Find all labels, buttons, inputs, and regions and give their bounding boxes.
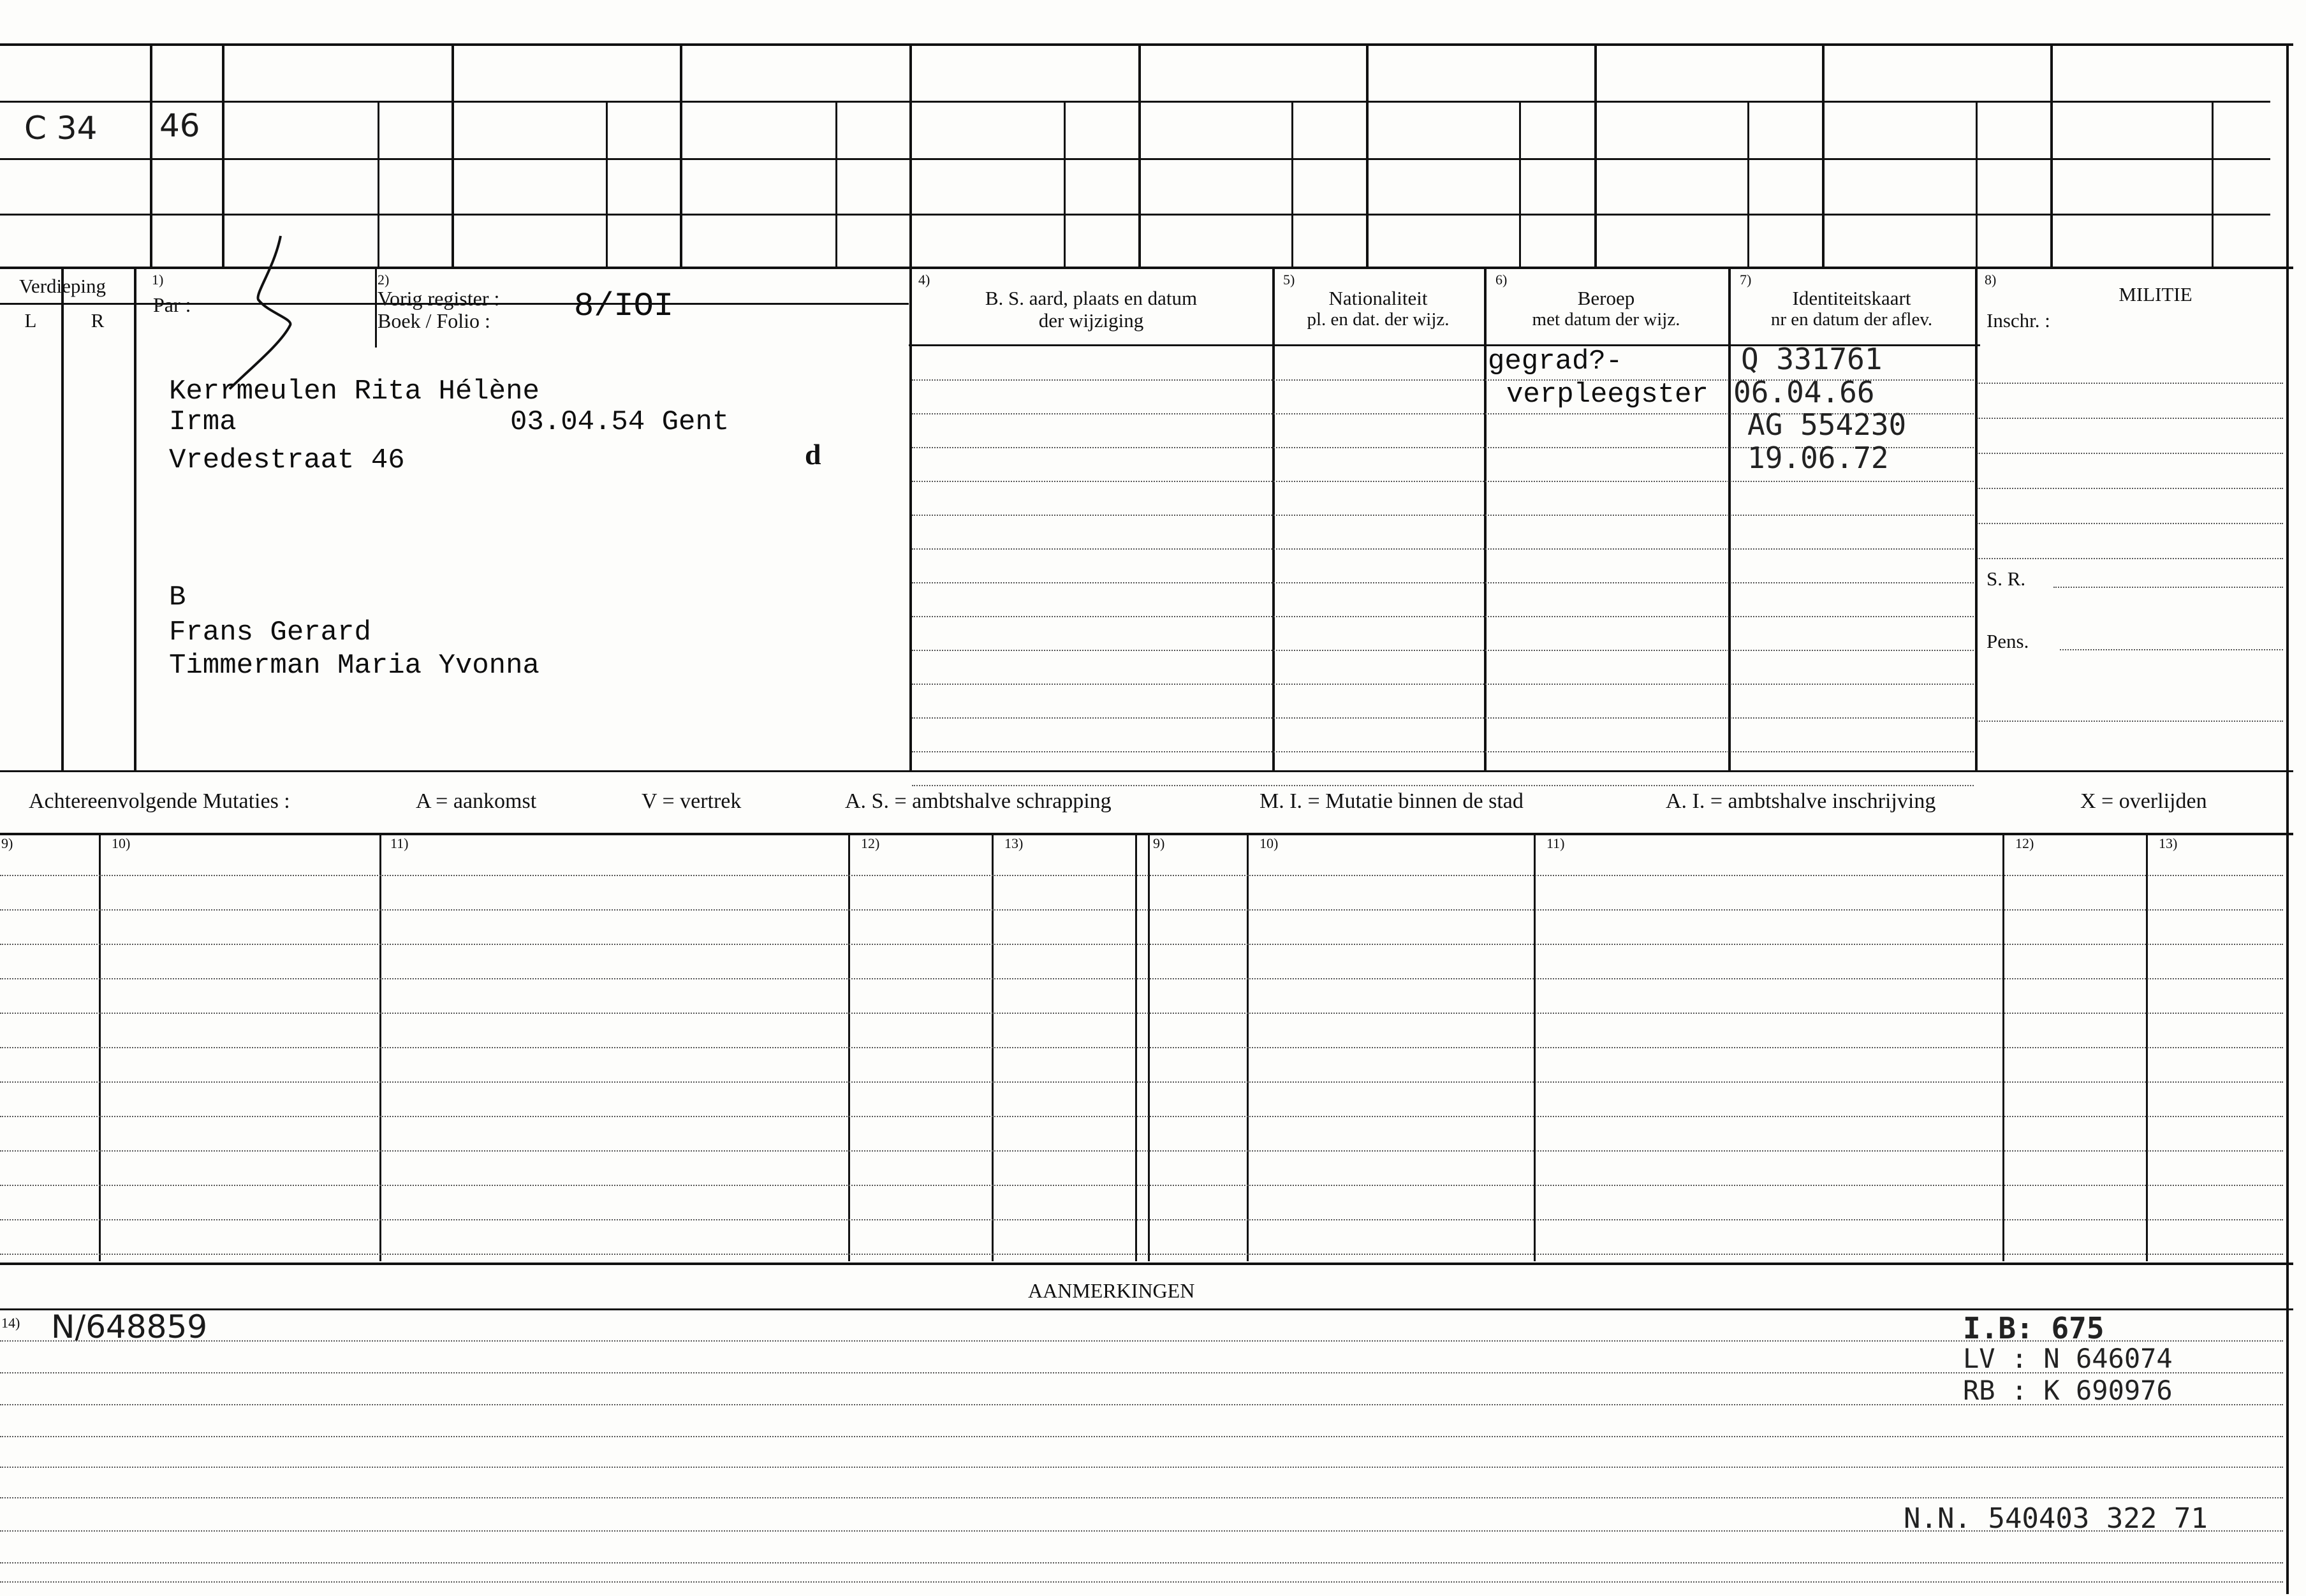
person-block-bottom <box>0 770 2293 772</box>
person-address: Vredestraat 46 <box>169 444 405 476</box>
right-label: R <box>91 309 105 332</box>
rb-number: RB : K 690976 <box>1963 1375 2173 1406</box>
parents-label: B <box>169 582 186 613</box>
grid-line <box>1366 45 1369 268</box>
ruled-line <box>912 684 1974 685</box>
beroep-line-1: gegrad?- <box>1488 346 1623 377</box>
pens-label: Pens. <box>1987 630 2029 652</box>
col-line <box>1975 268 1978 772</box>
grid-line <box>0 158 2270 160</box>
legend-aankomst: A = aankomst <box>416 789 537 813</box>
mutation-row-line <box>0 1185 2283 1186</box>
col-line <box>61 305 63 770</box>
ruled-line <box>912 515 1974 516</box>
grid-line <box>909 45 912 268</box>
field-number: 14) <box>1 1315 20 1331</box>
col-line <box>1728 268 1731 772</box>
boek-folio-label: Boek / Folio : <box>378 309 490 332</box>
mutation-row-line <box>0 1047 2283 1048</box>
field-number: 1) <box>152 272 164 288</box>
grid-line <box>2050 45 2053 268</box>
ruled-line <box>1977 721 2283 722</box>
col-line <box>375 268 377 348</box>
id-card-number-1: Q 331761 <box>1741 342 1883 376</box>
birth-date-place: 03.04.54 Gent <box>510 406 730 438</box>
sr-label: S. R. <box>1987 567 2026 590</box>
remarks-ruled-line <box>0 1340 2283 1342</box>
grid-line <box>606 102 608 267</box>
mutation-col-number: 13) <box>1004 835 1024 851</box>
remarks-number: N/648859 <box>51 1308 208 1345</box>
ruled-line <box>912 582 1974 583</box>
father-name: Frans Gerard <box>169 617 371 648</box>
ruled-line <box>912 785 1974 786</box>
grid-line <box>0 101 2270 103</box>
grid-line <box>0 214 2270 216</box>
beroep-line-2: verpleegster <box>1506 379 1708 411</box>
grid-line <box>1976 102 1978 267</box>
grid-line <box>1747 102 1749 267</box>
legend-title: Achtereenvolgende Mutaties : <box>29 789 290 813</box>
grid-line <box>1064 102 1066 267</box>
ruled-line <box>1977 558 2283 559</box>
mutation-row-line <box>0 944 2283 945</box>
legend-inschrijving: A. I. = ambtshalve inschrijving <box>1666 789 1936 813</box>
mutation-col-number: 12) <box>2015 835 2034 851</box>
ib-number: I.B: 675 <box>1963 1311 2104 1345</box>
mutation-col-number: 10) <box>112 835 131 851</box>
beroep-header-2: met datum der wijz. <box>1532 309 1680 330</box>
mutation-row-line <box>0 1013 2283 1014</box>
legend-mutatie: M. I. = Mutatie binnen de stad <box>1259 789 1524 813</box>
id-header-2: nr en datum der aflev. <box>1770 309 1933 330</box>
ruled-line <box>1977 418 2283 419</box>
mutation-row-line <box>0 909 2283 911</box>
id-card-date-1: 06.04.66 <box>1733 375 1875 409</box>
nationaliteit-header-2: pl. en dat. der wijz. <box>1307 309 1450 330</box>
grid-line <box>452 45 454 268</box>
ruled-line <box>912 548 1974 550</box>
ruled-line <box>1977 383 2283 384</box>
id-card-number-2: AG 554230 <box>1747 407 1907 442</box>
ruled-line <box>912 717 1974 719</box>
ruled-line <box>912 650 1974 651</box>
grid-line <box>1822 45 1825 268</box>
remarks-ruled-line <box>0 1581 2283 1583</box>
nationaliteit-header-1: Nationaliteit <box>1328 287 1428 309</box>
ruled-line <box>1977 488 2283 489</box>
par-label: Par : <box>153 293 191 316</box>
mutation-col-number: 13) <box>2159 835 2178 851</box>
field-number: 6) <box>1495 272 1508 288</box>
grid-line <box>1138 45 1141 268</box>
grid-line <box>1519 102 1521 267</box>
marker-d: d <box>805 438 821 471</box>
mutation-row-line <box>0 1081 2283 1083</box>
bs-header-2: der wijziging <box>1038 309 1144 332</box>
handwritten-par-mark <box>217 230 306 395</box>
ruled-line <box>912 751 1974 752</box>
remarks-ruled-line <box>0 1372 2283 1373</box>
bs-header-1: B. S. aard, plaats en datum <box>985 287 1198 309</box>
ruled-line <box>1977 523 2283 524</box>
header-border <box>0 267 2293 269</box>
top-border <box>0 43 2293 46</box>
pens-line <box>2060 649 2283 650</box>
lv-number: LV : N 646074 <box>1963 1343 2173 1374</box>
grid-line <box>1291 102 1293 267</box>
mutation-row-line <box>0 1116 2283 1117</box>
ruled-line <box>1977 453 2283 454</box>
id-card-date-2: 19.06.72 <box>1747 441 1889 475</box>
beroep-header-1: Beroep <box>1577 287 1635 309</box>
mutation-col-number: 9) <box>1 835 13 851</box>
col-line <box>1484 268 1487 772</box>
sr-line <box>2053 587 2283 588</box>
field-number: 7) <box>1740 272 1752 288</box>
left-label: L <box>24 309 37 332</box>
mutation-col-number: 12) <box>861 835 880 851</box>
remarks-title: AANMERKINGEN <box>1028 1279 1195 1302</box>
mutation-col-number: 9) <box>1153 835 1165 851</box>
grid-line <box>2212 102 2214 267</box>
grid-line <box>835 102 837 267</box>
grid-line <box>680 45 682 268</box>
person-first-name: Irma <box>169 406 237 438</box>
mutation-col-number: 11) <box>390 835 409 851</box>
mutation-col-number: 10) <box>1259 835 1279 851</box>
mutation-row-line <box>0 978 2283 979</box>
legend-schrapping: A. S. = ambtshalve schrapping <box>845 789 1112 813</box>
mother-name: Timmerman Maria Yvonna <box>169 650 540 682</box>
national-number: N.N. 540403 322 71 <box>1904 1502 2208 1535</box>
mutations-top <box>0 833 2293 835</box>
vorig-register-label: Vorig register : <box>378 287 500 310</box>
house-number: 46 <box>159 107 200 144</box>
ruled-line <box>912 616 1974 617</box>
grid-line <box>1594 45 1597 268</box>
remarks-ruled-line <box>0 1467 2283 1468</box>
field-number: 5) <box>1283 272 1295 288</box>
col-line <box>134 268 136 772</box>
mutation-row-line <box>0 1150 2283 1152</box>
previous-register-value: 8/IOI <box>574 288 674 325</box>
remarks-line <box>0 1308 2293 1310</box>
legend-overlijden: X = overlijden <box>2080 789 2207 813</box>
mutation-row-line <box>0 1254 2283 1255</box>
remarks-ruled-line <box>0 1562 2283 1563</box>
remarks-ruled-line <box>0 1497 2283 1498</box>
right-border <box>2286 45 2289 1594</box>
mutation-row-line <box>0 1219 2283 1220</box>
field-number: 4) <box>918 272 930 288</box>
header-line <box>0 303 134 305</box>
grid-line <box>150 45 152 268</box>
mutation-col-number: 11) <box>1546 835 1565 851</box>
id-header-1: Identiteitskaart <box>1792 287 1911 309</box>
inschr-label: Inschr. : <box>1987 309 2050 332</box>
grid-line <box>378 102 379 267</box>
mutations-bottom <box>0 1263 2293 1265</box>
register-code: C 34 <box>24 110 98 147</box>
person-name: Kerrmeulen Rita Hélène <box>169 376 540 407</box>
ruled-line <box>912 481 1974 482</box>
col-line <box>1272 268 1275 772</box>
col-line <box>909 268 912 772</box>
verdieping-label: Verdieping <box>18 275 106 297</box>
mutation-row-line <box>0 875 2283 876</box>
field-number: 2) <box>378 272 390 288</box>
remarks-ruled-line <box>0 1436 2283 1437</box>
field-number: 8) <box>1985 272 1997 288</box>
remarks-ruled-line <box>0 1404 2283 1405</box>
militie-header: MILITIE <box>2119 283 2192 305</box>
legend-vertrek: V = vertrek <box>642 789 742 813</box>
remarks-ruled-line <box>0 1530 2283 1532</box>
